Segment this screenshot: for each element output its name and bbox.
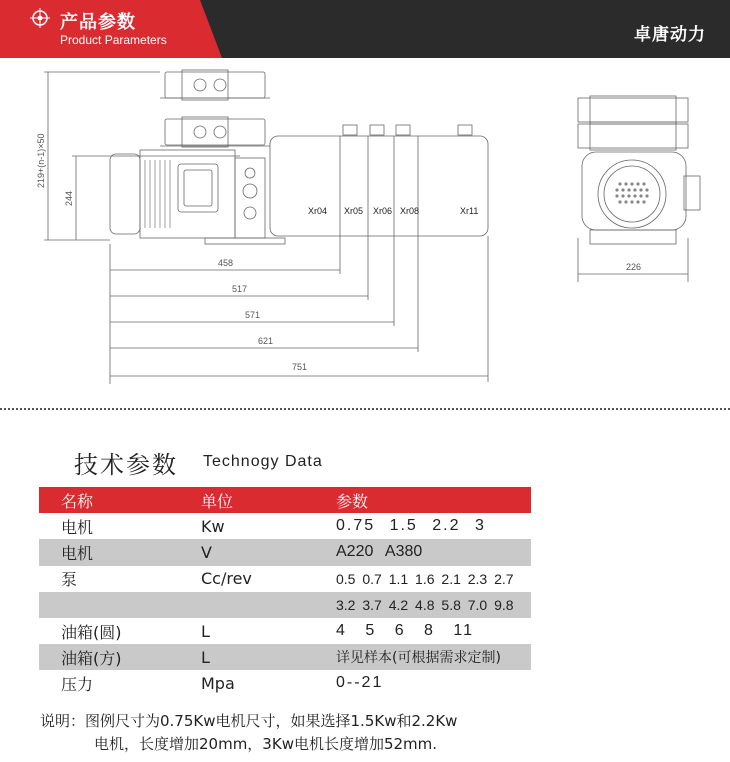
dim-length-571: 571: [245, 310, 261, 320]
col-header-name: 名称: [39, 487, 201, 513]
table-row: [39, 618, 531, 644]
spec-table: [39, 487, 531, 697]
dim-height: 219+(n-1)×50: [36, 133, 46, 188]
row-name: 油箱(圆): [39, 618, 201, 644]
row-name: 油箱(方): [39, 644, 201, 670]
table-row: [39, 566, 531, 592]
row-name: 泵: [39, 566, 201, 592]
table-row: [39, 592, 531, 618]
tank-label-xr06: Xr06: [373, 206, 393, 216]
table-header-row: [39, 487, 531, 513]
header-title: 产品参数: [60, 12, 136, 33]
col-header-value: 参数: [336, 487, 531, 513]
row-value: 4 5 6 8 11: [336, 618, 531, 644]
dim-length-517: 517: [232, 284, 248, 294]
dim-body-height: 244: [64, 190, 74, 206]
dim-length-751: 751: [292, 362, 308, 372]
row-unit: Mpa: [201, 670, 336, 696]
tank-label-xr08: Xr08: [400, 206, 420, 216]
tank-label-xr05: Xr05: [344, 206, 364, 216]
brand-name: 卓唐动力: [634, 25, 706, 45]
section-subtitle: Technogy Data: [203, 453, 323, 470]
row-name: [39, 592, 201, 618]
section-divider: [0, 408, 730, 410]
row-unit: Cc/rev: [201, 566, 336, 592]
row-value: A220 A380: [336, 539, 531, 565]
table-row: [39, 644, 531, 670]
row-name: 电机: [39, 513, 201, 539]
row-unit: [201, 592, 336, 618]
row-value: 0.5 0.7 1.1 1.6 2.1 2.3 2.7: [336, 566, 531, 592]
dim-length-621: 621: [258, 336, 274, 346]
section-title: 技术参数: [74, 451, 178, 479]
tank-label-xr04: Xr04: [308, 206, 328, 216]
row-unit: L: [201, 618, 336, 644]
technical-drawing: [0, 58, 730, 398]
header-bar: [0, 0, 730, 58]
dim-length-458: 458: [218, 258, 234, 268]
row-unit: Kw: [201, 513, 336, 539]
tank-label-xr11: Xr11: [460, 206, 479, 216]
table-row: [39, 513, 531, 539]
row-value: 详见样本(可根据需求定制): [336, 644, 531, 670]
note-line-2: 电机，长度增加20mm，3Kw电机长度增加52mm.: [94, 735, 438, 753]
table-row: [39, 670, 531, 696]
row-unit: L: [201, 644, 336, 670]
row-name: 电机: [39, 539, 201, 565]
row-value: 0--21: [336, 670, 531, 696]
row-value: 0.75 1.5 2.2 3: [336, 513, 531, 539]
row-value: 3.2 3.7 4.2 4.8 5.8 7.0 9.8: [336, 592, 531, 618]
row-unit: V: [201, 539, 336, 565]
col-header-unit: 单位: [201, 487, 336, 513]
row-name: 压力: [39, 670, 201, 696]
note-line-1: 说明：图例尺寸为0.75Kw电机尺寸，如果选择1.5Kw和2.2Kw: [40, 712, 458, 730]
header-subtitle: Product Parameters: [60, 33, 167, 47]
dim-width-226: 226: [626, 262, 642, 272]
table-row: [39, 539, 531, 565]
